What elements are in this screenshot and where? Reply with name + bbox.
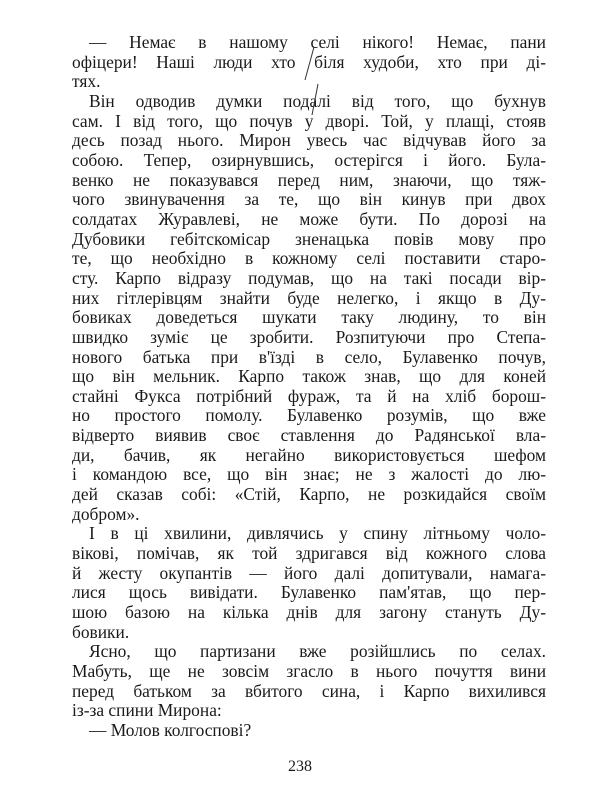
text-line: Він одводив думки подалі від того, що бухнув: [89, 90, 546, 111]
text-line: собою. Тепер, озирнувшись, остерігся і його. Була-: [72, 149, 546, 170]
text-line: Ясно, що партизани вже розійшлись по селах.: [89, 641, 546, 662]
text-line: них гітлерівцям знайти буде нелегко, і якщо в Ду-: [72, 287, 546, 308]
text-line: відверто виявив своє ставлення до Радянської вла-: [72, 425, 546, 446]
text-line: нового батька при в'їзді в село, Булавенко почув,: [72, 346, 546, 367]
text-line: перед батьком за вбитого сина, і Карпо вихилився: [72, 680, 546, 701]
text-line: Дубовики гебітскомісар зненацька повів мову про: [72, 228, 546, 249]
paragraph: [72, 524, 546, 642]
text-line: що він мельник. Карпо також знав, що для коней: [72, 366, 546, 387]
text-line: шою базою на кілька днів для загону стануть Ду-: [72, 602, 546, 623]
text-line: дей сказав собі: «Стій, Карпо, не розкидайся своїм: [72, 484, 546, 505]
text-line: добром».: [72, 503, 140, 524]
paragraph: [72, 721, 546, 741]
text-line: венко не показувався перед ним, знаючи, що тяж-: [72, 169, 546, 190]
text-line: Мабуть, ще не зовсім згасло в нього почуття вини: [72, 661, 546, 681]
text-line: й жесту окупантів — його далі допитували, намага-: [72, 562, 546, 583]
paragraph: [72, 92, 546, 524]
text-line: чого звинувачення за те, що він кинув при двох: [72, 189, 546, 210]
text-line: швидко зуміє це зробити. Розпитуючи про Степа-: [72, 326, 546, 347]
text-line: і командою все, що він знає; не з жалості до лю-: [72, 464, 546, 485]
text-line: но простого помолу. Булавенко розумів, що вже: [72, 405, 546, 426]
text-line: те, що необхідно в кожному селі поставити старо-: [72, 248, 546, 269]
text-line: офіцери! Наші люди хто біля худоби, хто при ді-: [72, 51, 546, 72]
text-line: бовики.: [72, 621, 130, 642]
text-line: стайні Фукса потрібний фураж, та й на хліб борош-: [72, 385, 546, 406]
text-line: із-за спини Мирона:: [72, 700, 222, 721]
text-line: тях.: [72, 71, 101, 92]
text-line: І в ці хвилини, дивлячись у спину літньому чоло-: [89, 523, 546, 544]
page-text: [72, 33, 546, 741]
paragraph: [72, 33, 546, 92]
text-line: бовиках доведеться шукати таку людину, то він: [72, 307, 546, 328]
text-line: солдатах Журавлеві, не може бути. По дорозі на: [72, 208, 546, 229]
paragraph: [72, 642, 546, 721]
page-number: 238: [288, 758, 312, 775]
text-line: лися щось вивідати. Булавенко пам'ятав, що пер-: [72, 582, 546, 603]
text-line: сам. І від того, що почув у дворі. Той, у плащі, стояв: [72, 110, 546, 131]
text-line: вікові, помічав, як той здригався від кожного слова: [72, 543, 546, 564]
text-line: — Молов колгоспові?: [89, 719, 252, 740]
text-line: десь позад нього. Мирон увесь час відчував його за: [72, 130, 546, 151]
text-line: ди, бачив, як негайно використовується шефом: [72, 444, 546, 465]
text-line: сту. Карпо відразу подумав, що на такі посади вір-: [72, 267, 546, 288]
text-line: — Немає в нашому селі нікого! Немає, пани: [89, 32, 546, 52]
